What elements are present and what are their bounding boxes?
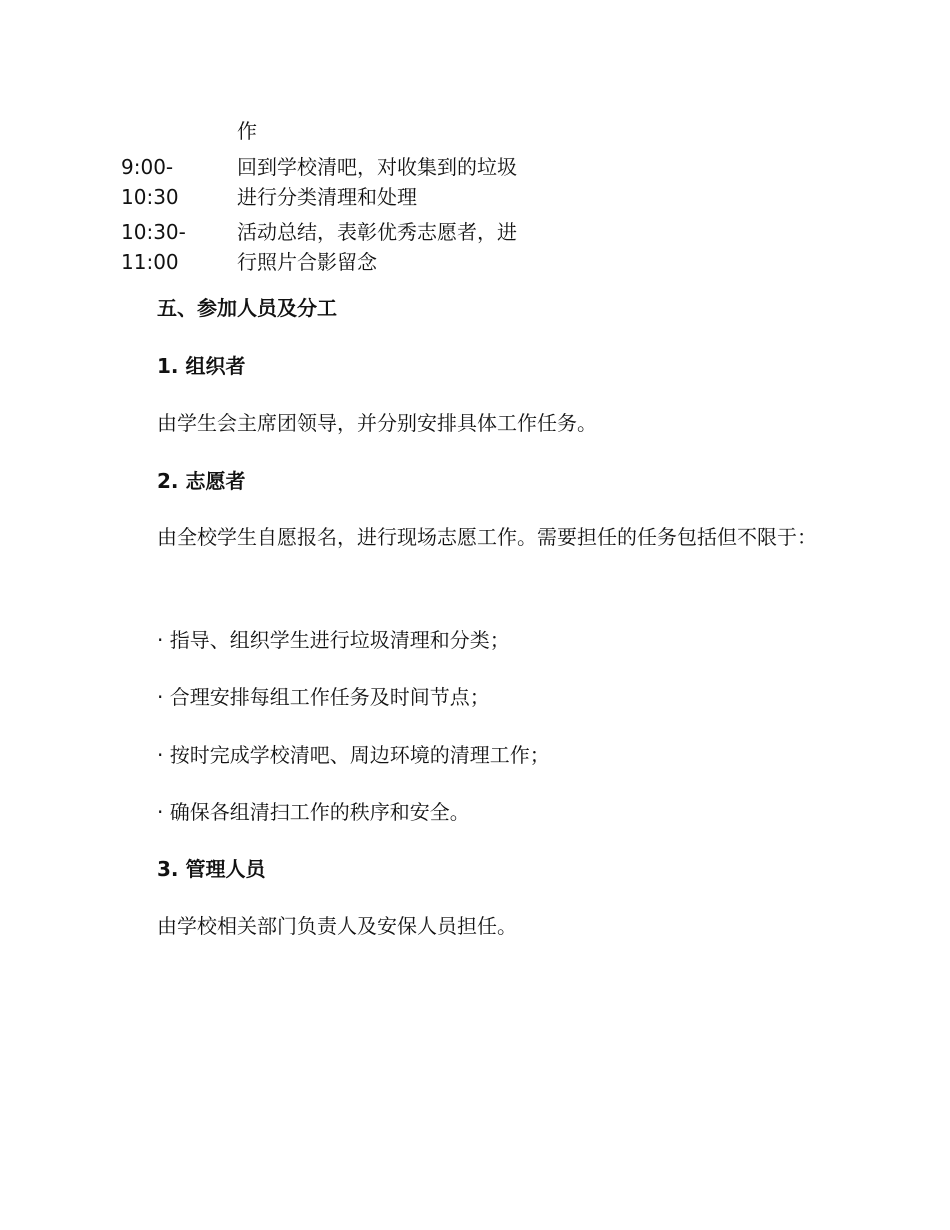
subsection-heading-volunteer: 2. 志愿者 (157, 469, 246, 493)
section-heading: 五、参加人员及分工 (157, 296, 337, 320)
bullet-item: · 按时完成学校清吧、周边环境的清理工作； (157, 743, 550, 767)
bullet-item: · 合理安排每组工作任务及时间节点； (157, 685, 490, 709)
organizer-paragraph: 由学生会主席团领导，并分别安排具体工作任务。 (157, 411, 597, 435)
schedule-time: 10:30- 11:00 (121, 220, 186, 274)
bullet-item: · 指导、组织学生进行垃圾清理和分类； (157, 628, 510, 652)
bullet-item: · 确保各组清扫工作的秩序和安全。 (157, 800, 470, 824)
volunteer-paragraph: 由全校学生自愿报名，进行现场志愿工作。需要担任的任务包括但不限于： (157, 525, 817, 549)
management-paragraph: 由学校相关部门负责人及安保人员担任。 (157, 914, 517, 938)
schedule-time: 9:00- 10:30 (121, 155, 179, 209)
schedule-desc: 活动总结，表彰优秀志愿者，进 行照片合影留念 (237, 220, 517, 274)
schedule-desc: 回到学校清吧，对收集到的垃圾 进行分类清理和处理 (237, 155, 517, 209)
subsection-heading-organizer: 1. 组织者 (157, 354, 246, 378)
schedule-desc: 作 (237, 119, 257, 143)
subsection-heading-management: 3. 管理人员 (157, 857, 266, 881)
